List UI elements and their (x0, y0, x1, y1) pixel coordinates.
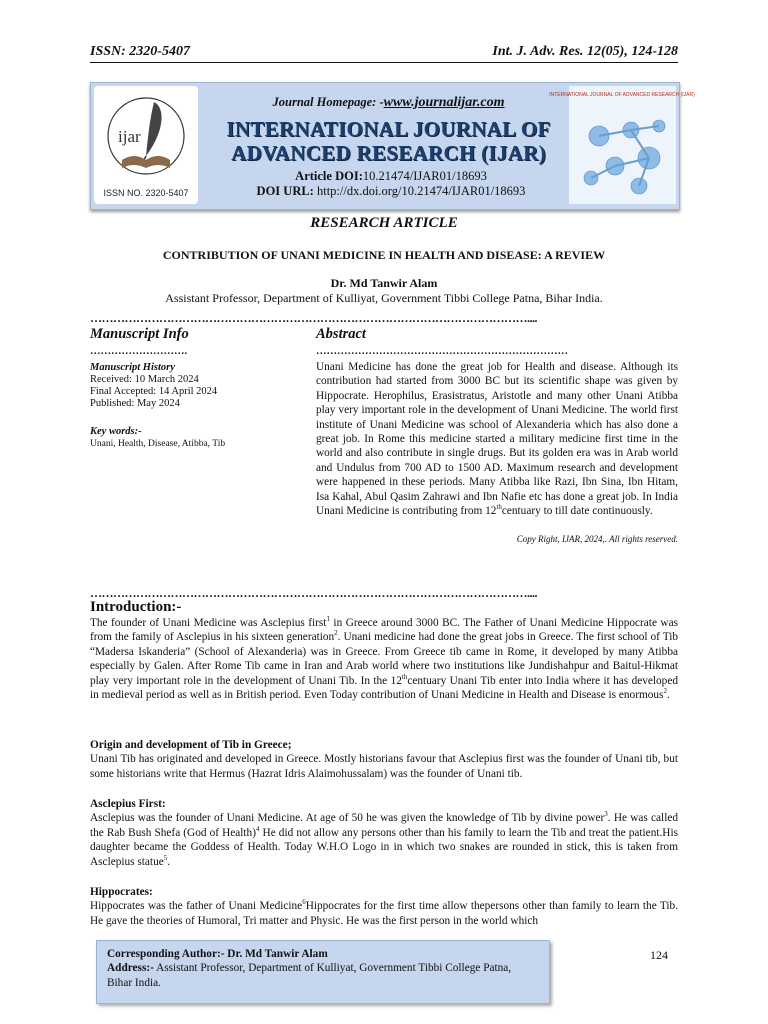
asclepius-heading: Asclepius First: (90, 798, 166, 810)
quill-book-logo-icon (94, 86, 198, 204)
keywords-list: Unani, Health, Disease, Atibba, Tib (90, 439, 226, 449)
journal-title-line-2: ADVANCED RESEARCH (IJAR) (231, 141, 546, 165)
molecule-cover-icon (549, 86, 695, 204)
author-affiliation: Assistant Professor, Department of Kulliyat, Government Tibbi College Patna, Bihar India. (165, 291, 603, 305)
abstract-text-main: Unani Medicine has done the great job for Health and disease. Although its contribution had started from 3000 BC but its scientific shape was given by Hippocrate. Herophilus, Erasistratus, Aristotle and many other Unani Atibba play very important role in the development of Unani Medicine. The world first institute of Unani Medicine was school of Alexanderia which has also done a great job. In Rome this medicine started a military medicine first time in the world and also contribute in single drugs. But its golden era was in Arab world and Undulus from 700 AD to 1500 AD. Maximum research and development were happened in these periods. Many Atibba like Razi, Ibn Sina, Ibn Hitam, Isa Kahal, Abul Qasim Zahrawi and Ibn Nafie etc has done a great job. In India Unani Medicine is contributing from 12 (316, 361, 678, 518)
asclepius-paragraph: Asclepius was the founder of Unani Medicine. At age of 50 he was given the knowledge of Tib by divine power$^3$. He was called the Rab Bush Shefa (God of Health)$^4$ He did not allow any persons other than his family to learn the Tib and treat the patient.His daughter became the Goddess of Health. Today W.H.O Logo in in which two snakes are rounded in stick, this is taken from Asclepius statue$^5$. (90, 810, 679, 868)
origin-heading: Origin and development of Tib in Greece; (90, 739, 292, 751)
manuscript-history-label: Manuscript History (90, 362, 175, 373)
hippocrates-paragraph: Hippocrates was the father of Unani Medicine$^6$Hippocrates for the first time allow thepersons other than family to learn the Tib. He gave the theories of Humoral, Tri matter and Physic. He was the first person in the world which (90, 898, 678, 927)
hippocrates-section (90, 885, 678, 928)
corresponding-author-box (96, 940, 550, 1004)
journal-homepage (211, 95, 566, 111)
keywords-label: Key words:- (90, 426, 142, 437)
homepage-link[interactable]: www.journalijar.com (383, 95, 505, 110)
separator-dots-top: …………………………………………………………………………………………………….... (90, 311, 537, 325)
ijar-logo (94, 86, 198, 204)
cover-title: INTERNATIONAL JOURNAL OF ADVANCED RESEARCH (IJAR) (549, 92, 695, 98)
abstract-heading: Abstract (316, 326, 366, 342)
corresponding-address (107, 961, 539, 990)
page-number: 124 (650, 948, 668, 962)
manuscript-info (90, 326, 300, 450)
doi-label: Article DOI: (295, 169, 363, 183)
introduction-heading: Introduction:- (90, 599, 182, 615)
citation-text: Int. J. Adv. Res. 12(05), 124-128 (492, 44, 678, 59)
origin-paragraph: Unani Tib has originated and developed in Greece. Mostly historians favour that Asclepius first was the founder of Unani tib, but some historians write that Hermus (Hazrat Idris Alaimohussalam) was the founder of Unani tib. (90, 753, 678, 780)
abstract-section (316, 326, 678, 544)
introduction-paragraph: The founder of Unani Medicine was Asclepius first$^1$ in Greece around 3000 BC. The Father of Unani Medicine Hippocrate was from the family of Asclepius in his sixteen generation$^2$. Unani medicine had done the great jobs in Greece. The first school of Tib “Madersa Iskanderia” (School of Alexanderia) was in Greece. From Greece tib came in Rome, it developed by many Atibba especially by Galen. After Rome Tib came in Iran and Arab world where two institutions like Jundishahpur and Baitul-Hikmat play very important role in the development of Unani Tib. In the 12thcentuary Unani Tib enter into India where it has developed in medieval period as well as in British period. Even Today contribution of Unani Medicine in Health and Disease is enormous$^2$. (90, 615, 679, 702)
abstract-dots: ……………………………………………………………… (316, 346, 568, 357)
hippocrates-heading: Hippocrates: (90, 886, 153, 898)
abstract-text-end: centuary to till date continuously. (501, 505, 653, 518)
abstract-text (316, 360, 678, 518)
journal-banner (90, 82, 695, 210)
running-header (90, 44, 678, 63)
journal-title (191, 117, 586, 165)
address-label: Address:- (107, 962, 154, 975)
address-text: Assistant Professor, Department of Kulliyat, Government Tibbi College Patna, Bihar India. (107, 962, 512, 989)
accepted-date: Final Accepted: 14 April 2024 (90, 386, 218, 397)
received-date: Received: 10 March 2024 (90, 374, 199, 385)
paper-title: CONTRIBUTION OF UNANI MEDICINE IN HEALTH AND DISEASE: A REVIEW (162, 248, 606, 262)
asclepius-section (90, 797, 678, 869)
doi-url-label: DOI URL: (256, 184, 314, 198)
issn-text: ISSN: 2320-5407 (90, 44, 190, 59)
doi-block (201, 169, 581, 199)
separator-dots-bottom: …………………………………………………………………………………………………….... (90, 586, 537, 600)
journal-cover-image (549, 86, 695, 204)
published-date: Published: May 2024 (90, 398, 180, 409)
logo-text: ijar (118, 127, 141, 146)
journal-title-line-1: INTERNATIONAL JOURNAL OF (226, 117, 551, 141)
origin-section (90, 738, 678, 781)
doi-url-link[interactable]: http://dx.doi.org/10.21474/IJAR01/18693 (316, 184, 526, 198)
author-name: Dr. Md Tanwir Alam (330, 276, 438, 290)
manuscript-dots: ………………………. (90, 346, 188, 357)
article-type: RESEARCH ARTICLE (310, 215, 458, 231)
doi-value: 10.21474/IJAR01/18693 (362, 169, 487, 183)
homepage-label: Journal Homepage: - (272, 95, 384, 109)
abstract-superscript: th (496, 503, 502, 512)
manuscript-info-heading: Manuscript Info (90, 326, 189, 342)
copyright-notice: Copy Right, IJAR, 2024,. All rights reserved. (516, 534, 678, 545)
logo-issn-text: ISSN NO. 2320-5407 (103, 188, 189, 198)
corresponding-author-label: Corresponding Author:- Dr. Md Tanwir Alam (107, 948, 328, 960)
